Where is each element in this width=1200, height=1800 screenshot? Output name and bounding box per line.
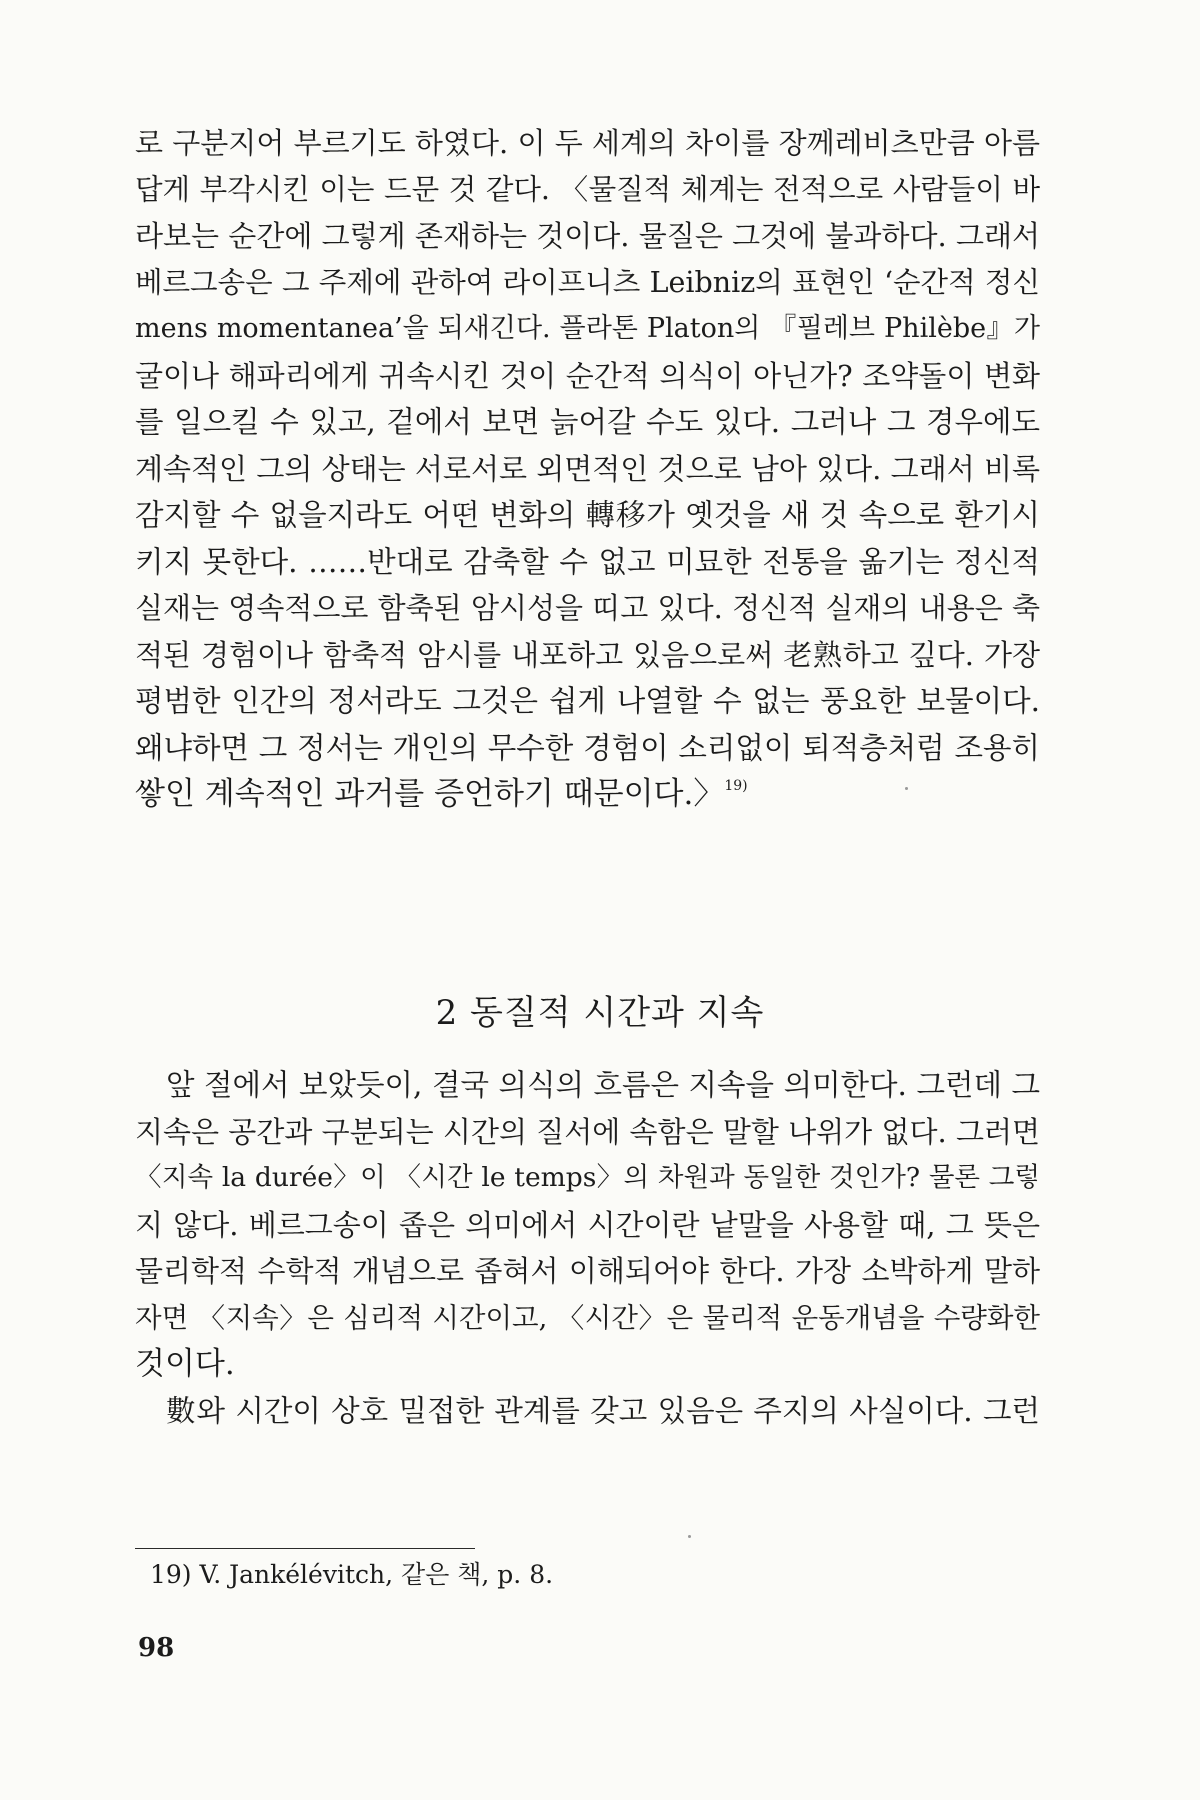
text-line: 키지 못한다. ……반대로 감축할 수 없고 미묘한 전통을 옮기는 정신적 [135,544,1040,579]
text-line: mens momentanea’을 되새긴다. 플라톤 Platon의 『필레브 Philèbe』가 [135,313,1040,344]
text-line: 앞 절에서 보았듯이, 결국 의식의 흐름은 지속을 의미한다. 그런데 그 [166,1068,1040,1102]
section-title: 2 동질적 시간과 지속 [435,993,765,1033]
text-line: 실재는 영속적으로 함축된 암시성을 띠고 있다. 정신적 실재의 내용은 축 [135,591,1040,625]
text-line: 물리학적 수학적 개념으로 좁혀서 이해되어야 한다. 가장 소박하게 말하 [135,1254,1040,1288]
footnote-ref: 19) [724,778,748,794]
text-line: 감지할 수 없을지라도 어떤 변화의 轉移가 옛것을 새 것 속으로 환기시 [135,498,1040,532]
text-line: 계속적인 그의 상태는 서로서로 외면적인 것으로 남아 있다. 그래서 비록 [135,451,1040,486]
text-line-last [135,771,1040,818]
text-line: 굴이나 해파리에게 귀속시킨 것이 순간적 의식이 아닌가? 조약돌이 변화 [135,358,1040,393]
text-line: 베르그송은 그 주제에 관하여 라이프니츠 Leibniz의 표현인 ‘순간적 정신 [135,265,1040,299]
text-line: 평범한 인간의 정서라도 그것은 쉽게 나열할 수 없는 풍요한 보물이다. [135,684,1040,718]
paragraph-3 [135,1388,1040,1435]
text-line: 자면 〈지속〉은 심리적 시간이고, 〈시간〉은 물리적 운동개념을 수량화한 [135,1301,1040,1334]
footnote-rule [135,1548,475,1549]
scan-speck [688,1535,691,1538]
text-line: 지속은 공간과 구분되는 시간의 질서에 속함은 말할 나위가 없다. 그러면 [135,1114,1040,1149]
text-line: 지 않다. 베르그송이 좁은 의미에서 시간이란 낱말을 사용할 때, 그 뜻은 [135,1207,1040,1242]
text-line: 라보는 순간에 그렇게 존재하는 것이다. 물질은 그것에 불과하다. 그래서 [135,219,1040,253]
text-line: 數와 시간이 상호 밀접한 관계를 갖고 있음은 주지의 사실이다. 그런 [166,1394,1040,1428]
paragraph-2 [135,1062,1040,1388]
text-line: 〈지속 la durée〉이 〈시간 le temps〉의 차원과 동일한 것인가? 물론 그렇 [135,1162,1040,1193]
page-number: 98 [138,1633,175,1663]
footnote: 19) V. Jankélévitch, 같은 책, p. 8. [150,1560,554,1589]
paragraph-1 [135,120,1040,818]
text-line: 답게 부각시킨 이는 드문 것 같다. 〈물질적 체계는 전적으로 사람들이 바 [135,172,1040,206]
text-line: 적된 경험이나 함축적 암시를 내포하고 있음으로써 老熟하고 깊다. 가장 [135,637,1040,672]
text-line: 로 구분지어 부르기도 하였다. 이 두 세계의 차이를 장께레비츠만큼 아름 [135,126,1040,160]
text-line: 것이다. [135,1346,235,1382]
scan-speck [905,787,908,790]
text-line: 쌓인 계속적인 과거를 증언하기 때문이다.〉 [135,776,725,812]
text-line: 왜냐하면 그 정서는 개인의 무수한 경험이 소리없이 퇴적층처럼 조용히 [135,730,1040,765]
text-line: 를 일으킬 수 있고, 겉에서 보면 늙어갈 수도 있다. 그러나 그 경우에도 [135,405,1040,439]
